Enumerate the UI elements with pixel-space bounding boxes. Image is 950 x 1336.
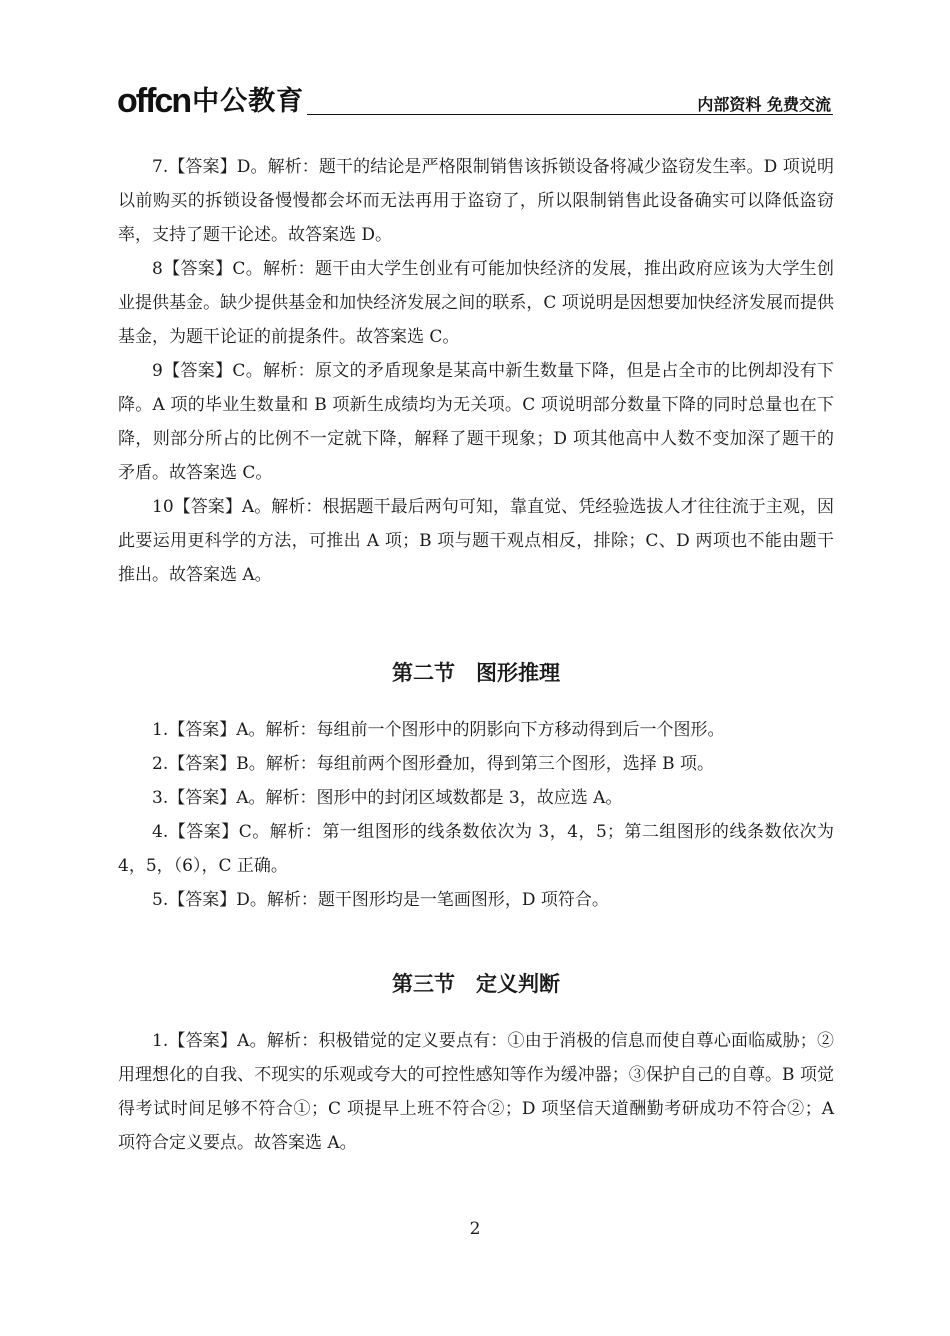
section-3-body	[118, 1024, 834, 1160]
answer-paragraph: 7.【答案】D。解析：题干的结论是严格限制销售该拆锁设备将减少盗窃发生率。D 项说明以前购买的拆锁设备慢慢都会坏而无法再用于盗窃了，所以限制销售此设备确实可以降低盗窃率，支持了题干论述。故答案选 D。	[118, 157, 834, 245]
answer-paragraph: 4.【答案】C。解析：第一组图形的线条数依次为 3，4，5；第二组图形的线条数依次为 4，5，（6），C 正确。	[118, 822, 834, 876]
section-title-graphic-reasoning: 第二节 图形推理	[392, 661, 560, 685]
page-number: 2	[469, 1219, 481, 1239]
section-2-body	[118, 713, 834, 917]
header-note: 内部资料 免费交流	[697, 95, 831, 114]
logo-text-en: offcn	[117, 82, 191, 120]
answer-paragraph: 3.【答案】A。解析：图形中的封闭区域数都是 3，故应选 A。	[152, 788, 623, 808]
logo-text-cn: 中公教育	[192, 86, 305, 117]
section-title-definition-judgment: 第三节 定义判断	[392, 972, 560, 996]
offcn-logo	[117, 84, 304, 118]
answer-paragraph: 10【答案】A。解析：根据题干最后两句可知，靠直觉、凭经验选拔人才往往流于主观，因此要运用更科学的方法，可推出 A 项；B 项与题干观点相反，排除；C、D 两项也不能由题干推出。故答案选 A。	[118, 497, 834, 585]
answer-paragraph: 5.【答案】D。解析：题干图形均是一笔画图形，D 项符合。	[152, 890, 609, 910]
answer-paragraph: 9【答案】C。解析：原文的矛盾现象是某高中新生数量下降，但是占全市的比例却没有下降。A 项的毕业生数量和 B 项新生成绩均为无关项。C 项说明部分数量下降的同时总量也在下降，则部分所占的比例不一定就下降，解释了题干现象；D 项其他高中人数不变加深了题干的矛盾。故答案选 C。	[118, 361, 834, 483]
page-header	[117, 78, 833, 118]
answer-paragraph: 2.【答案】B。解析：每组前两个图形叠加，得到第三个图形，选择 B 项。	[152, 754, 715, 774]
section-1-body	[118, 150, 834, 592]
answer-paragraph: 8【答案】C。解析：题干由大学生创业有可能加快经济的发展，推出政府应该为大学生创业提供基金。缺少提供基金和加快经济发展之间的联系，C 项说明是因想要加快经济发展而提供基金，为题干论证的前提条件。故答案选 C。	[118, 259, 834, 347]
answer-paragraph: 1.【答案】A。解析：积极错觉的定义要点有：①由于消极的信息而使自尊心面临威胁；②用理想化的自我、不现实的乐观或夸大的可控性感知等作为缓冲器；③保护自己的自尊。B 项觉得考试时间足够不符合①；C 项提早上班不符合②；D 项坚信天道酬勤考研成功不符合②；A 项符合定义要点。故答案选 A。	[118, 1031, 834, 1153]
answer-paragraph: 1.【答案】A。解析：每组前一个图形中的阴影向下方移动得到后一个图形。	[152, 720, 725, 740]
